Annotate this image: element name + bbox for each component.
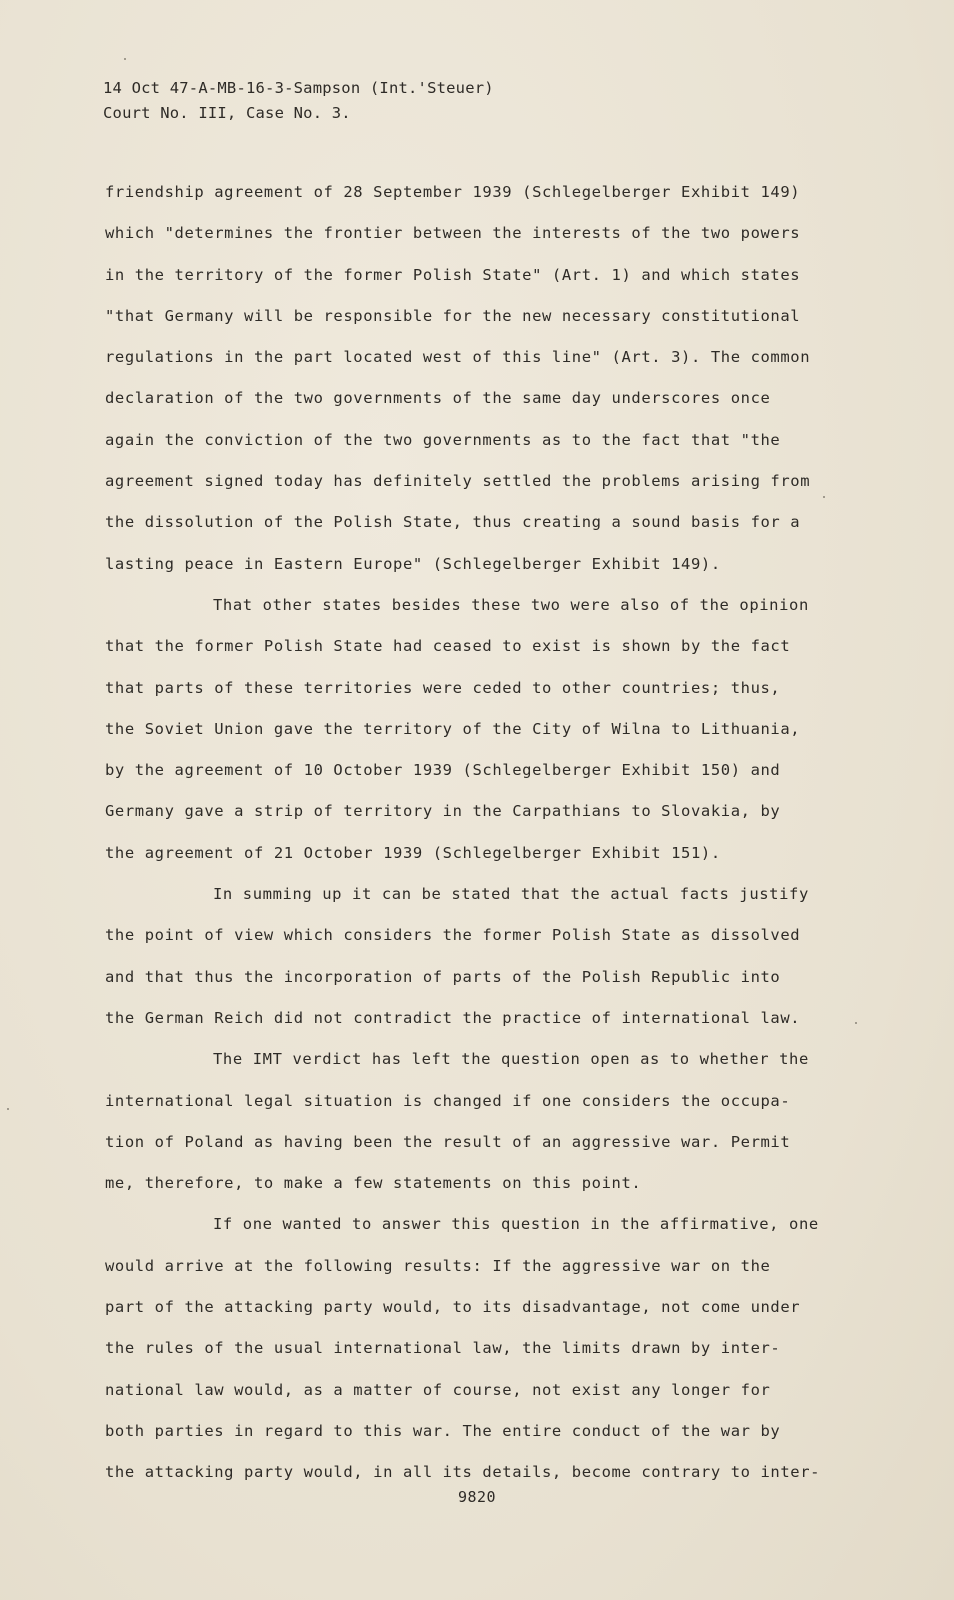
paper-speck — [124, 58, 126, 60]
text-line: the German Reich did not contradict the practice of international law. — [105, 1008, 801, 1027]
paper-speck — [855, 1022, 857, 1024]
text-line: the agreement of 21 October 1939 (Schlegelberger Exhibit 151). — [105, 843, 721, 862]
text-line: Germany gave a strip of territory in the Carpathians to Slovakia, by — [105, 802, 781, 821]
text-line: declaration of the two governments of the same day underscores once — [105, 389, 771, 408]
text-line: tion of Poland as having been the result of an aggressive war. Permit — [105, 1132, 791, 1151]
page-number: 9820 — [457, 1488, 497, 1506]
text-line: the Soviet Union gave the territory of the City of Wilna to Lithuania, — [105, 719, 801, 738]
paper-speck — [823, 496, 825, 498]
header-line-2: Court No. III, Case No. 3. — [103, 104, 351, 122]
text-line: the dissolution of the Polish State, thus creating a sound basis for a — [105, 513, 801, 532]
text-line: by the agreement of 10 October 1939 (Schlegelberger Exhibit 150) and — [105, 761, 781, 780]
text-line: national law would, as a matter of course, not exist any longer for — [105, 1380, 771, 1399]
text-line: "that Germany will be responsible for the new necessary constitutional — [105, 306, 801, 325]
text-line: in the territory of the former Polish State" (Art. 1) and which states — [105, 265, 801, 284]
text-line: both parties in regard to this war. The entire conduct of the war by — [105, 1421, 781, 1440]
text-line: agreement signed today has definitely settled the problems arising from — [105, 472, 811, 491]
text-line: would arrive at the following results: If the aggressive war on the — [105, 1256, 771, 1275]
document-header — [103, 76, 494, 126]
text-line: again the conviction of the two governments as to the fact that "the — [105, 430, 781, 449]
paper-speck — [7, 1108, 9, 1110]
text-line: In summing up it can be stated that the actual facts justify — [213, 885, 809, 904]
text-line: the point of view which considers the former Polish State as dissolved — [105, 926, 801, 945]
text-line: lasting peace in Eastern Europe" (Schlegelberger Exhibit 149). — [105, 554, 721, 573]
text-line: That other states besides these two were also of the opinion — [213, 595, 809, 614]
text-line: the rules of the usual international law, the limits drawn by inter- — [105, 1339, 781, 1358]
text-line: and that thus the incorporation of parts of the Polish Republic into — [105, 967, 781, 986]
text-line: If one wanted to answer this question in the affirmative, one — [213, 1215, 819, 1234]
text-line: the attacking party would, in all its details, become contrary to inter- — [105, 1463, 821, 1482]
text-line: regulations in the part located west of this line" (Art. 3). The common — [105, 348, 811, 367]
text-line: international legal situation is changed if one considers the occupa- — [105, 1091, 791, 1110]
text-line: that the former Polish State had ceased to exist is shown by the fact — [105, 637, 791, 656]
text-line: me, therefore, to make a few statements on this point. — [105, 1174, 642, 1193]
text-line: friendship agreement of 28 September 1939 (Schlegelberger Exhibit 149) — [105, 183, 801, 201]
header-line-1: 14 Oct 47-A-MB-16-3-Sampson (Int.'Steuer) — [103, 79, 494, 97]
text-line: which "determines the frontier between the interests of the two powers — [105, 224, 801, 243]
text-line: that parts of these territories were ceded to other countries; thus, — [105, 678, 781, 697]
text-line: part of the attacking party would, to its disadvantage, not come under — [105, 1298, 801, 1317]
text-line: The IMT verdict has left the question open as to whether the — [213, 1050, 809, 1069]
document-body — [105, 180, 845, 1502]
